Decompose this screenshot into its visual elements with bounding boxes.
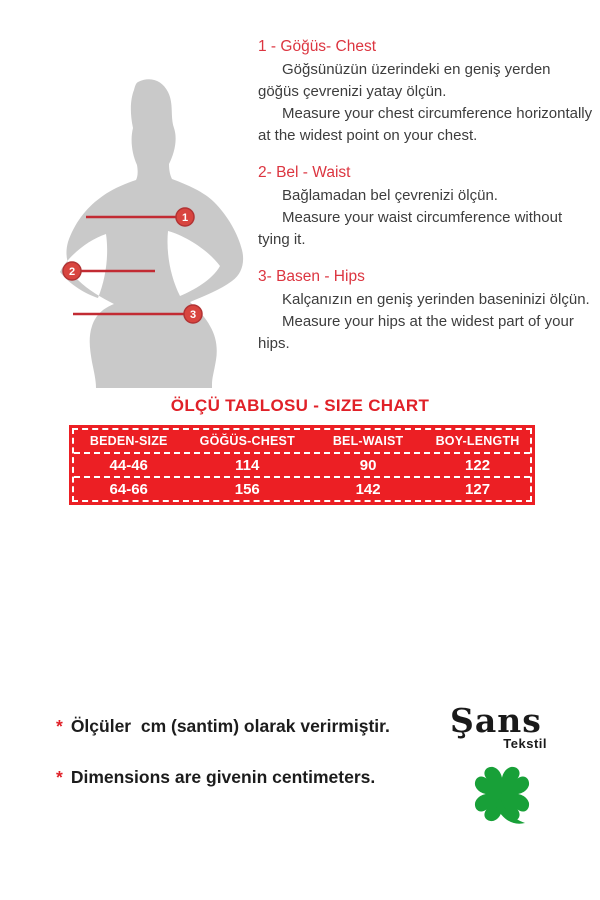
hips-text-turkish: Kalçanızın en geniş yerinden baseninizi ölçün. bbox=[282, 291, 590, 308]
hips-marker-number: 3 bbox=[189, 309, 197, 321]
table-header-row bbox=[74, 430, 530, 452]
hips-text-english: Measure your hips at the widest part of your hips. bbox=[258, 313, 574, 352]
chest-text-english: Measure your chest circumference horizontally at the widest point on your chest. bbox=[258, 105, 593, 144]
brand-logo bbox=[450, 703, 550, 832]
hips-heading: 3- Basen - Hips bbox=[258, 268, 365, 285]
cell-waist-1: 90 bbox=[359, 456, 377, 474]
note-english bbox=[56, 767, 436, 788]
hips-section bbox=[258, 266, 594, 355]
clover-icon bbox=[462, 754, 542, 832]
waist-marker-number: 2 bbox=[68, 266, 76, 278]
measurement-instructions bbox=[258, 36, 594, 370]
note-turkish bbox=[56, 716, 436, 737]
size-chart-title: ÖLÇÜ TABLOSU - SIZE CHART bbox=[170, 396, 430, 415]
chest-section bbox=[258, 36, 594, 147]
cell-length-2: 127 bbox=[465, 480, 491, 498]
asterisk-mark: * bbox=[56, 716, 63, 736]
silhouette-shape bbox=[60, 79, 243, 388]
cell-size-1: 44-46 bbox=[109, 456, 148, 474]
brand-name: Şans bbox=[450, 701, 542, 740]
cell-chest-2: 156 bbox=[234, 480, 260, 498]
header-gogus-chest: GÖĞÜS-CHEST bbox=[199, 434, 295, 448]
header-beden-size: BEDEN-SIZE bbox=[89, 434, 168, 448]
waist-heading: 2- Bel - Waist bbox=[258, 164, 351, 181]
size-chart-table bbox=[72, 428, 532, 502]
cell-size-2: 64-66 bbox=[109, 480, 148, 498]
chest-text-turkish: Göğsünüzün üzerindeki en geniş yerden göğüs çevrenizi yatay ölçün. bbox=[258, 61, 551, 100]
waist-section bbox=[258, 162, 594, 251]
asterisk-mark: * bbox=[56, 767, 63, 787]
measurement-figure bbox=[30, 66, 250, 388]
header-bel-waist: BEL-WAIST bbox=[332, 434, 404, 448]
table-row bbox=[74, 452, 530, 476]
header-boy-length: BOY-LENGTH bbox=[435, 434, 520, 448]
waist-text-turkish: Bağlamadan bel çevrenizi ölçün. bbox=[282, 187, 498, 204]
note-english-text: Dimensions are givenin centimeters. bbox=[70, 767, 376, 787]
footnotes bbox=[56, 716, 436, 818]
table-row bbox=[74, 476, 530, 500]
cell-waist-2: 142 bbox=[355, 480, 381, 498]
cell-length-1: 122 bbox=[465, 456, 491, 474]
cell-chest-1: 114 bbox=[235, 456, 260, 474]
waist-text-english: Measure your waist circumference without tying it. bbox=[258, 209, 563, 248]
brand-subtitle: Tekstil bbox=[503, 736, 547, 751]
chest-heading: 1 - Göğüs- Chest bbox=[258, 38, 377, 55]
note-turkish-text: Ölçüler cm (santim) olarak verirmiştir. bbox=[70, 716, 390, 736]
chest-marker-number: 1 bbox=[181, 212, 189, 224]
woman-silhouette-graphic bbox=[30, 66, 250, 388]
